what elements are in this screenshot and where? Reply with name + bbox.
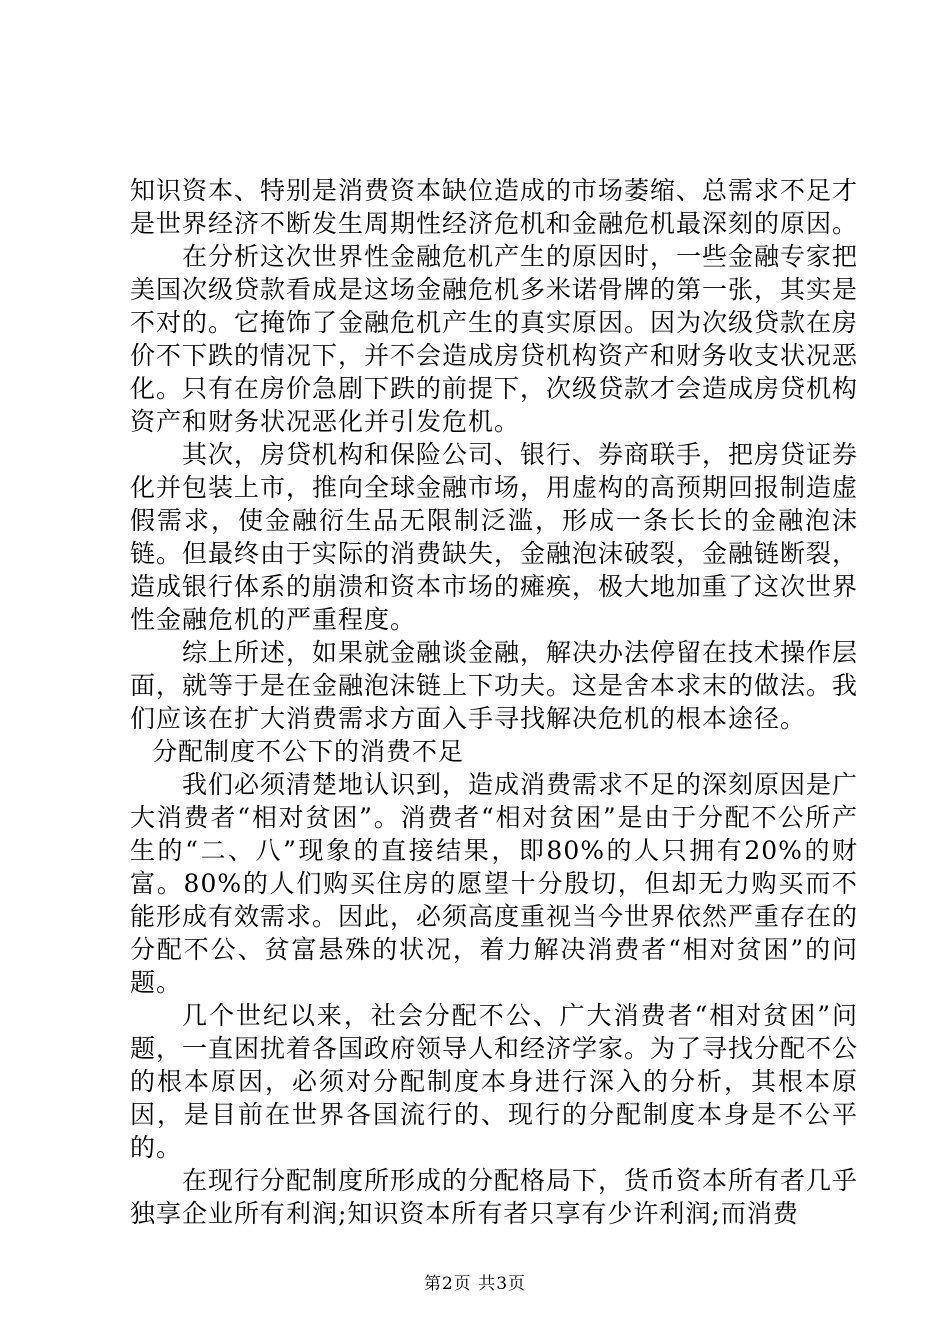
section-heading: 分配制度不公下的消费不足 xyxy=(152,737,465,766)
paragraph-current-distribution: 在现行分配制度所形成的分配格局下，货币资本所有者几乎独享企业所有利润;知识资本所有者只享有少许利润;而消费 xyxy=(130,1166,859,1228)
paragraph-subprime-cause: 在分析这次世界性金融危机产生的原因时，一些金融专家把美国次级贷款看成是这场金融危机多米诺骨牌的第一张，其实是不对的。它掩饰了金融危机产生的真实原因。因为次级贷款在房价不下跌的情况下，并不会造成房贷机构资产和财务收支状况恶化。只有在房价急剧下跌的前提下，次级贷款才会造成房贷机构资产和财务状况恶化并引发危机。 xyxy=(130,242,859,436)
paragraph-summary: 综上所述，如果就金融谈金融，解决办法停留在技术操作层面，就等于是在金融泡沫链上下功夫。这是舍本求末的做法。我们应该在扩大消费需求方面入手寻找解决危机的根本途径。 xyxy=(130,638,859,733)
paragraph-continuation: 知识资本、特别是消费资本缺位造成的市场萎缩、总需求不足才是世界经济不断发生周期性经济危机和金融危机最深刻的原因。 xyxy=(130,176,859,238)
paragraph-distribution-history: 几个世纪以来，社会分配不公、广大消费者“相对贫困”问题，一直困扰着各国政府领导人和经济学家。为了寻找分配不公的根本原因，必须对分配制度本身进行深入的分析，其根本原因，是目前在世界各国流行的、现行的分配制度本身是不公平的。 xyxy=(130,1001,859,1162)
paragraph-securitization: 其次，房贷机构和保险公司、银行、券商联手，把房贷证券化并包装上市，推向全球金融市场，用虚构的高预期回报制造虚假需求，使金融衍生品无限制泛滥，形成一条长长的金融泡沫链。但最终由于实际的消费缺失，金融泡沫破裂，金融链断裂，造成银行体系的崩溃和资本市场的瘫痪，极大地加重了这次世界性金融危机的严重程度。 xyxy=(130,440,859,634)
document-body xyxy=(130,174,858,1230)
page-number: 第2页 共3页 xyxy=(423,1274,527,1294)
paragraph-relative-poverty: 我们必须清楚地认识到，造成消费需求不足的深刻原因是广大消费者“相对贫困”。消费者“相对贫困”是由于分配不公所产生的“二、八”现象的直接结果，即80%的人只拥有20%的财富。80%的人们购买住房的愿望十分殷切，但却无力购买而不能形成有效需求。因此，必须高度重视当今世界依然严重存在的分配不公、贫富悬殊的状况，着力解决消费者“相对贫困”的问题。 xyxy=(130,770,859,997)
